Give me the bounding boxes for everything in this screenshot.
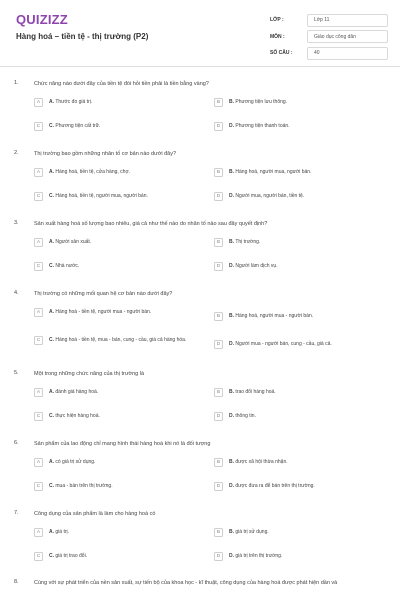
option-badge: A bbox=[34, 388, 43, 397]
option-c[interactable] bbox=[34, 122, 204, 131]
option-b[interactable] bbox=[214, 528, 384, 537]
option-badge: A bbox=[34, 528, 43, 537]
option-b[interactable] bbox=[214, 238, 384, 247]
option-letter: A. bbox=[49, 239, 54, 246]
meta-label-class: LỚP : bbox=[270, 17, 284, 23]
meta-label-count: SỐ CÂU : bbox=[270, 50, 293, 56]
option-letter: A. bbox=[49, 459, 54, 466]
option-letter: A. bbox=[49, 99, 54, 106]
option-letter: D. bbox=[229, 413, 234, 420]
option-badge: A bbox=[34, 238, 43, 247]
option-letter: C. bbox=[49, 483, 54, 490]
option-letter: B. bbox=[229, 169, 234, 176]
meta-label-subject: MÔN : bbox=[270, 33, 285, 40]
option-badge: D bbox=[214, 122, 223, 131]
option-letter: D. bbox=[229, 123, 234, 130]
question-text: Sản phẩm của lao động chỉ mang hình thái hàng hoá khi nó là đối tượng bbox=[34, 441, 211, 447]
option-badge: A bbox=[34, 168, 43, 177]
option-letter: D. bbox=[229, 553, 234, 560]
option-text: Nhà nước. bbox=[55, 263, 80, 270]
question-text: Công dụng của sản phẩm là làm cho hàng hoá có bbox=[34, 511, 156, 517]
option-badge: B bbox=[214, 312, 223, 321]
option-text: trao đổi hàng hoá. bbox=[235, 389, 276, 396]
question-text: Thị trường bao gồm những nhân tố cơ bản nào dưới đây? bbox=[34, 151, 177, 157]
option-c[interactable] bbox=[34, 336, 204, 345]
option-a[interactable] bbox=[34, 98, 204, 107]
option-c[interactable] bbox=[34, 192, 204, 201]
option-badge: C bbox=[34, 552, 43, 561]
quizizz-logo: QUIZIZZ bbox=[16, 12, 68, 27]
option-a[interactable] bbox=[34, 458, 204, 467]
option-letter: B. bbox=[229, 99, 234, 106]
option-text: giá trị. bbox=[55, 529, 70, 536]
option-badge: D bbox=[214, 340, 223, 349]
option-badge: D bbox=[214, 192, 223, 201]
option-badge: D bbox=[214, 412, 223, 421]
option-letter: C. bbox=[49, 553, 54, 560]
option-letter: D. bbox=[229, 193, 234, 200]
meta-row-subject bbox=[270, 30, 388, 44]
option-d[interactable] bbox=[214, 192, 384, 201]
meta-row-class bbox=[270, 13, 388, 27]
option-a[interactable] bbox=[34, 308, 204, 317]
question-number: 7. bbox=[14, 510, 19, 516]
option-b[interactable] bbox=[214, 312, 384, 321]
option-a[interactable] bbox=[34, 238, 204, 247]
question-text: Thị trường có những mối quan hệ cơ bản nào dưới đây? bbox=[34, 291, 173, 297]
question-number: 3. bbox=[14, 220, 19, 226]
option-letter: C. bbox=[49, 193, 54, 200]
option-badge: B bbox=[214, 168, 223, 177]
option-letter: B. bbox=[229, 313, 234, 320]
question-number: 2. bbox=[14, 150, 19, 156]
option-letter: D. bbox=[229, 483, 234, 490]
option-text: mua - bán trên thị trường. bbox=[55, 483, 113, 490]
option-text: giá trị trên thị trường. bbox=[235, 553, 283, 560]
option-text: Người sản xuất. bbox=[55, 239, 92, 246]
option-badge: B bbox=[214, 528, 223, 537]
question-text: Một trong những chức năng của thị trường là bbox=[34, 371, 145, 377]
option-letter: D. bbox=[229, 263, 234, 270]
option-d[interactable] bbox=[214, 552, 384, 561]
option-letter: A. bbox=[49, 309, 54, 316]
option-text: Người làm dịch vụ. bbox=[235, 263, 278, 270]
option-d[interactable] bbox=[214, 340, 384, 349]
option-text: Phương tiện lưu thông. bbox=[235, 99, 288, 106]
option-b[interactable] bbox=[214, 388, 384, 397]
meta-value-class: Lớp 11 bbox=[307, 14, 388, 27]
option-text: Thị trường. bbox=[235, 239, 261, 246]
option-badge: C bbox=[34, 336, 43, 345]
option-letter: A. bbox=[49, 169, 54, 176]
option-text: được đưa ra để bán trên thị trường. bbox=[235, 483, 315, 490]
option-letter: A. bbox=[49, 529, 54, 536]
option-letter: B. bbox=[229, 459, 234, 466]
option-text: Phương tiện thanh toán. bbox=[235, 123, 290, 130]
option-text: đánh giá hàng hoá. bbox=[55, 389, 99, 396]
option-text: giá trị sử dụng. bbox=[235, 529, 269, 536]
option-text: Thước đo giá trị. bbox=[55, 99, 93, 106]
option-letter: D. bbox=[229, 341, 234, 348]
option-badge: A bbox=[34, 458, 43, 467]
option-badge: C bbox=[34, 482, 43, 491]
option-d[interactable] bbox=[214, 412, 384, 421]
option-text: Người mua, người bán, tiền tệ. bbox=[235, 193, 305, 200]
option-badge: B bbox=[214, 238, 223, 247]
option-letter: C. bbox=[49, 413, 54, 420]
option-text: Hàng hoá, người mua - người bán. bbox=[235, 313, 314, 320]
option-text: Người mua - người bán, cung - cầu, giá cả. bbox=[235, 341, 332, 348]
option-text: được xã hội thừa nhận. bbox=[235, 459, 288, 466]
option-d[interactable] bbox=[214, 482, 384, 491]
option-letter: B. bbox=[229, 529, 234, 536]
option-text: Hàng hoá, người mua, người bán. bbox=[235, 169, 312, 176]
option-text: giá trị trao đổi. bbox=[55, 553, 88, 560]
option-b[interactable] bbox=[214, 458, 384, 467]
option-badge: A bbox=[34, 308, 43, 317]
question-text: Cùng với sự phát triển của nền sản xuất, sự tiến bộ của khoa học - kĩ thuật, công dụng của hàng hoá được phát hiện dần và bbox=[34, 580, 338, 586]
meta-value-subject: Giáo dục công dân bbox=[307, 30, 388, 43]
option-a[interactable] bbox=[34, 528, 204, 537]
option-b[interactable] bbox=[214, 168, 384, 177]
option-a[interactable] bbox=[34, 388, 204, 397]
question-text: Chức năng nào dưới đây của tiền tệ đòi hỏi tiền phải là tiền bằng vàng? bbox=[34, 81, 209, 87]
question-number: 1. bbox=[14, 80, 19, 86]
option-badge: C bbox=[34, 262, 43, 271]
question-number: 4. bbox=[14, 290, 19, 296]
option-badge: C bbox=[34, 192, 43, 201]
question-number: 6. bbox=[14, 440, 19, 446]
option-b[interactable] bbox=[214, 98, 384, 107]
option-a[interactable] bbox=[34, 168, 204, 177]
header-divider bbox=[0, 66, 400, 67]
option-text: Hàng hoá, tiền tệ, cửa hàng, chợ. bbox=[55, 169, 131, 176]
option-badge: D bbox=[214, 552, 223, 561]
option-letter: A. bbox=[49, 389, 54, 396]
option-text: thực hiện hàng hoá. bbox=[55, 413, 100, 420]
option-text: Hàng hoá - tiền tệ, người mua - người bán. bbox=[55, 309, 152, 316]
option-letter: B. bbox=[229, 239, 234, 246]
option-c[interactable] bbox=[34, 482, 204, 491]
option-badge: C bbox=[34, 412, 43, 421]
option-c[interactable] bbox=[34, 262, 204, 271]
question-number: 8. bbox=[14, 579, 19, 585]
option-badge: B bbox=[214, 98, 223, 107]
option-text: Hàng hoá, tiền tệ, người mua, người bán. bbox=[55, 193, 148, 200]
option-letter: C. bbox=[49, 123, 54, 130]
option-badge: D bbox=[214, 482, 223, 491]
option-letter: C. bbox=[49, 337, 54, 344]
option-text: Hàng hoá - tiền tệ, mua - bán, cung - cầu, giá cả hàng hóa. bbox=[55, 337, 187, 344]
quiz-title: Hàng hoá – tiền tệ - thị trường (P2) bbox=[16, 32, 149, 41]
option-d[interactable] bbox=[214, 122, 384, 131]
option-letter: C. bbox=[49, 263, 54, 270]
meta-row-count bbox=[270, 46, 388, 60]
question-text: Sản xuất hàng hoá số lượng bao nhiêu, giá cả như thế nào do nhân tố nào sau đây quyết định? bbox=[34, 221, 268, 227]
option-badge: A bbox=[34, 98, 43, 107]
meta-value-count: 40 bbox=[307, 47, 388, 60]
option-text: có giá trị sử dụng. bbox=[55, 459, 96, 466]
option-badge: D bbox=[214, 262, 223, 271]
option-badge: C bbox=[34, 122, 43, 131]
question-number: 5. bbox=[14, 370, 19, 376]
quiz-meta-panel bbox=[270, 13, 388, 63]
option-badge: B bbox=[214, 388, 223, 397]
option-text: thông tin. bbox=[235, 413, 256, 420]
option-d[interactable] bbox=[214, 262, 384, 271]
option-c[interactable] bbox=[34, 412, 204, 421]
option-c[interactable] bbox=[34, 552, 204, 561]
option-text: Phương tiện cất trữ. bbox=[55, 123, 101, 130]
option-badge: B bbox=[214, 458, 223, 467]
option-letter: B. bbox=[229, 389, 234, 396]
